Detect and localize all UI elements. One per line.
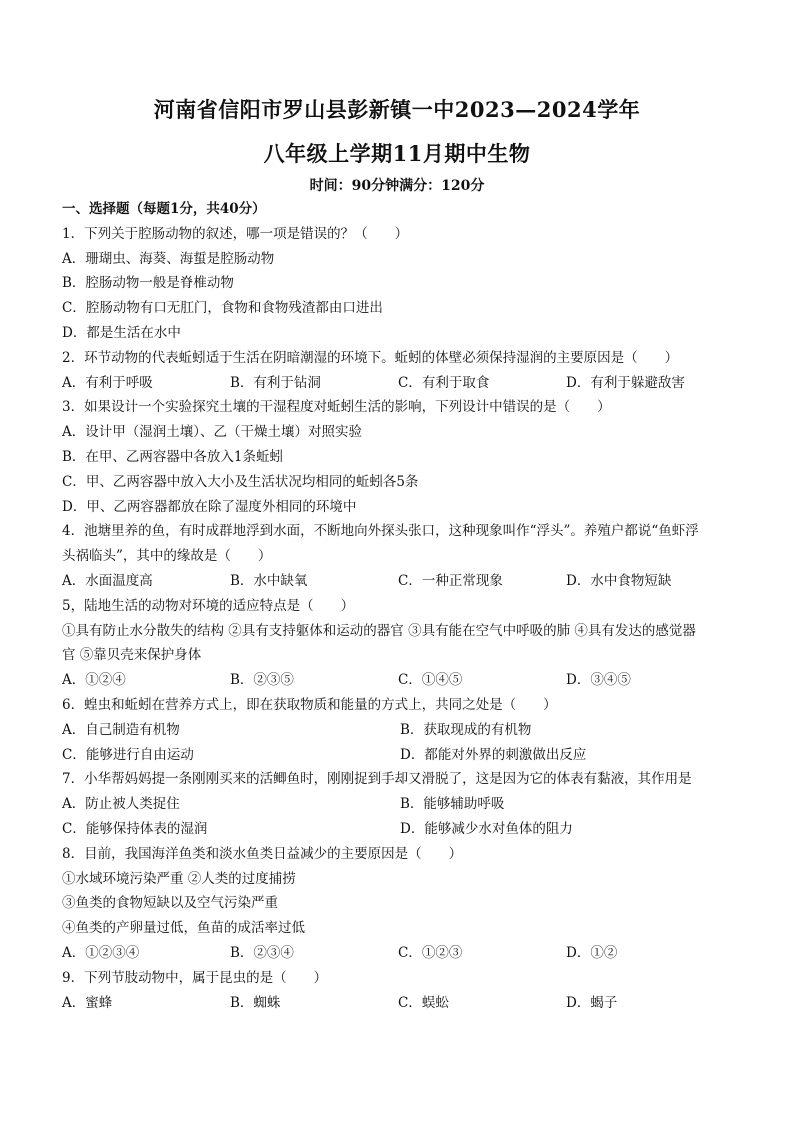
exam-title-line2: 八年级上学期11月期中生物 <box>263 141 531 166</box>
question-5-stem: ①具有防止水分散失的结构 ②具有支持躯体和运动的器官 ③具有能在空气中呼吸的肺 ④具有发达的感觉器 <box>62 622 696 639</box>
question-6-option: B．获取现成的有机物 <box>400 721 532 738</box>
question-4-options <box>62 569 742 594</box>
question-8-options <box>62 941 742 966</box>
exam-content <box>62 197 742 1015</box>
question-2-options <box>62 371 742 396</box>
question-3-option: D．甲、乙两容器都放在除了湿度外相同的环境中 <box>62 498 357 515</box>
question-7-option: C．能够保持体表的湿润 <box>62 820 208 837</box>
question-8-stem: ④鱼类的产卵量过低，鱼苗的成活率过低 <box>62 920 305 937</box>
question-7-option: A．防止被人类捉住 <box>62 796 180 813</box>
question-5-option: C．①④⑤ <box>398 672 463 689</box>
question-8-stem: 8．目前，我国海洋鱼类和淡水鱼类日益减少的主要原因是（ ） <box>62 845 463 862</box>
exam-title-line1: 河南省信阳市罗山县彭新镇一中2023—2024学年 <box>153 97 641 122</box>
question-3-option: A．设计甲（湿润土壤）、乙（干燥土壤）对照实验 <box>62 424 362 441</box>
question-7-stem: 7．小华帮妈妈提一条刚刚买来的活鲫鱼时，刚刚捉到手却又滑脱了，这是因为它的体表有黏液，其作用是 <box>62 771 692 788</box>
question-8-option: B．②③④ <box>230 944 294 961</box>
question-6-option: C．能够进行自由运动 <box>62 746 194 763</box>
exam-time-info: 时间：90分钟满分：120分 <box>309 178 485 194</box>
question-7-option: D．能够减少水对鱼体的阻力 <box>400 820 573 837</box>
section-heading: 一、选择题（每题1分，共40分） <box>62 201 266 217</box>
question-7-option: B．能够辅助呼吸 <box>400 796 505 813</box>
question-1-option: D．都是生活在水中 <box>62 324 181 341</box>
question-2-option: D．有利于躲避敌害 <box>566 374 685 391</box>
question-2-stem: 2．环节动物的代表蚯蚓适于生活在阴暗潮湿的环境下。蚯蚓的体壁必须保持湿润的主要原因是（ ） <box>62 349 679 366</box>
question-2-option: C．有利于取食 <box>398 374 490 391</box>
question-8-stem: ①水域环境污染严重 ②人类的过度捕捞 <box>62 870 296 887</box>
question-9-options <box>62 991 742 1016</box>
question-7-options <box>62 792 742 817</box>
question-7-options <box>62 817 742 842</box>
question-8-option: D．①② <box>566 944 618 961</box>
question-3-option: B．在甲、乙两容器中各放入1条蚯蚓 <box>62 448 284 465</box>
question-8-option: A．①②③④ <box>62 944 140 961</box>
question-9-option: D．蝎子 <box>566 994 618 1011</box>
question-4-option: A．水面温度高 <box>62 572 153 589</box>
question-1-stem: 1．下列关于腔肠动物的叙述，哪一项是错误的？（ ） <box>62 225 409 242</box>
question-6-option: D．都能对外界的刺激做出反应 <box>400 746 587 763</box>
question-9-option: A．蜜蜂 <box>62 994 113 1011</box>
question-9-stem: 9．下列节肢动物中，属于昆虫的是（ ） <box>62 969 328 986</box>
question-3-stem: 3．如果设计一个实验探究土壤的干湿程度对蚯蚓生活的影响，下列设计中错误的是（ ） <box>62 399 611 416</box>
question-4-option: C．一种正常现象 <box>398 572 503 589</box>
question-1-option: B．腔肠动物一般是脊椎动物 <box>62 275 234 292</box>
question-5-option: D．③④⑤ <box>566 672 631 689</box>
question-6-stem: 6．蝗虫和蚯蚓在营养方式上，即在获取物质和能量的方式上，共同之处是（ ） <box>62 696 557 713</box>
question-5-stem: 5，陆地生活的动物对环境的适应特点是（ ） <box>62 597 355 614</box>
question-4-option: D．水中食物短缺 <box>566 572 672 589</box>
question-1-option: C．腔肠动物有口无肛门，食物和食物残渣都由口进出 <box>62 300 383 317</box>
question-5-options <box>62 668 742 693</box>
question-5-option: A．①②④ <box>62 672 126 689</box>
question-1-option: A．珊瑚虫、海葵、海蜇是腔肠动物 <box>62 250 275 267</box>
question-4-stem: 头祸临头”，其中的缘故是（ ） <box>62 548 272 565</box>
question-9-option: C．蜈蚣 <box>398 994 449 1011</box>
question-6-options <box>62 743 742 768</box>
question-9-option: B．蜘蛛 <box>230 994 281 1011</box>
question-8-option: C．①②③ <box>398 944 463 961</box>
question-6-options <box>62 718 742 743</box>
question-2-option: A．有利于呼吸 <box>62 374 153 391</box>
question-5-option: B．②③⑤ <box>230 672 294 689</box>
question-2-option: B．有利于钻洞 <box>230 374 321 391</box>
question-6-option: A．自己制造有机物 <box>62 721 180 738</box>
question-5-stem: 官 ⑤靠贝壳来保护身体 <box>62 647 202 664</box>
question-4-option: B．水中缺氧 <box>230 572 308 589</box>
question-4-stem: 4．池塘里养的鱼，有时成群地浮到水面，不断地向外探头张口，这种现象叫作“浮头”。养殖户都说“鱼虾浮 <box>62 523 699 540</box>
question-3-option: C．甲、乙两容器中放入大小及生活状况均相同的蚯蚓各5条 <box>62 473 419 490</box>
question-8-stem: ③鱼类的食物短缺以及空气污染严重 <box>62 895 278 912</box>
